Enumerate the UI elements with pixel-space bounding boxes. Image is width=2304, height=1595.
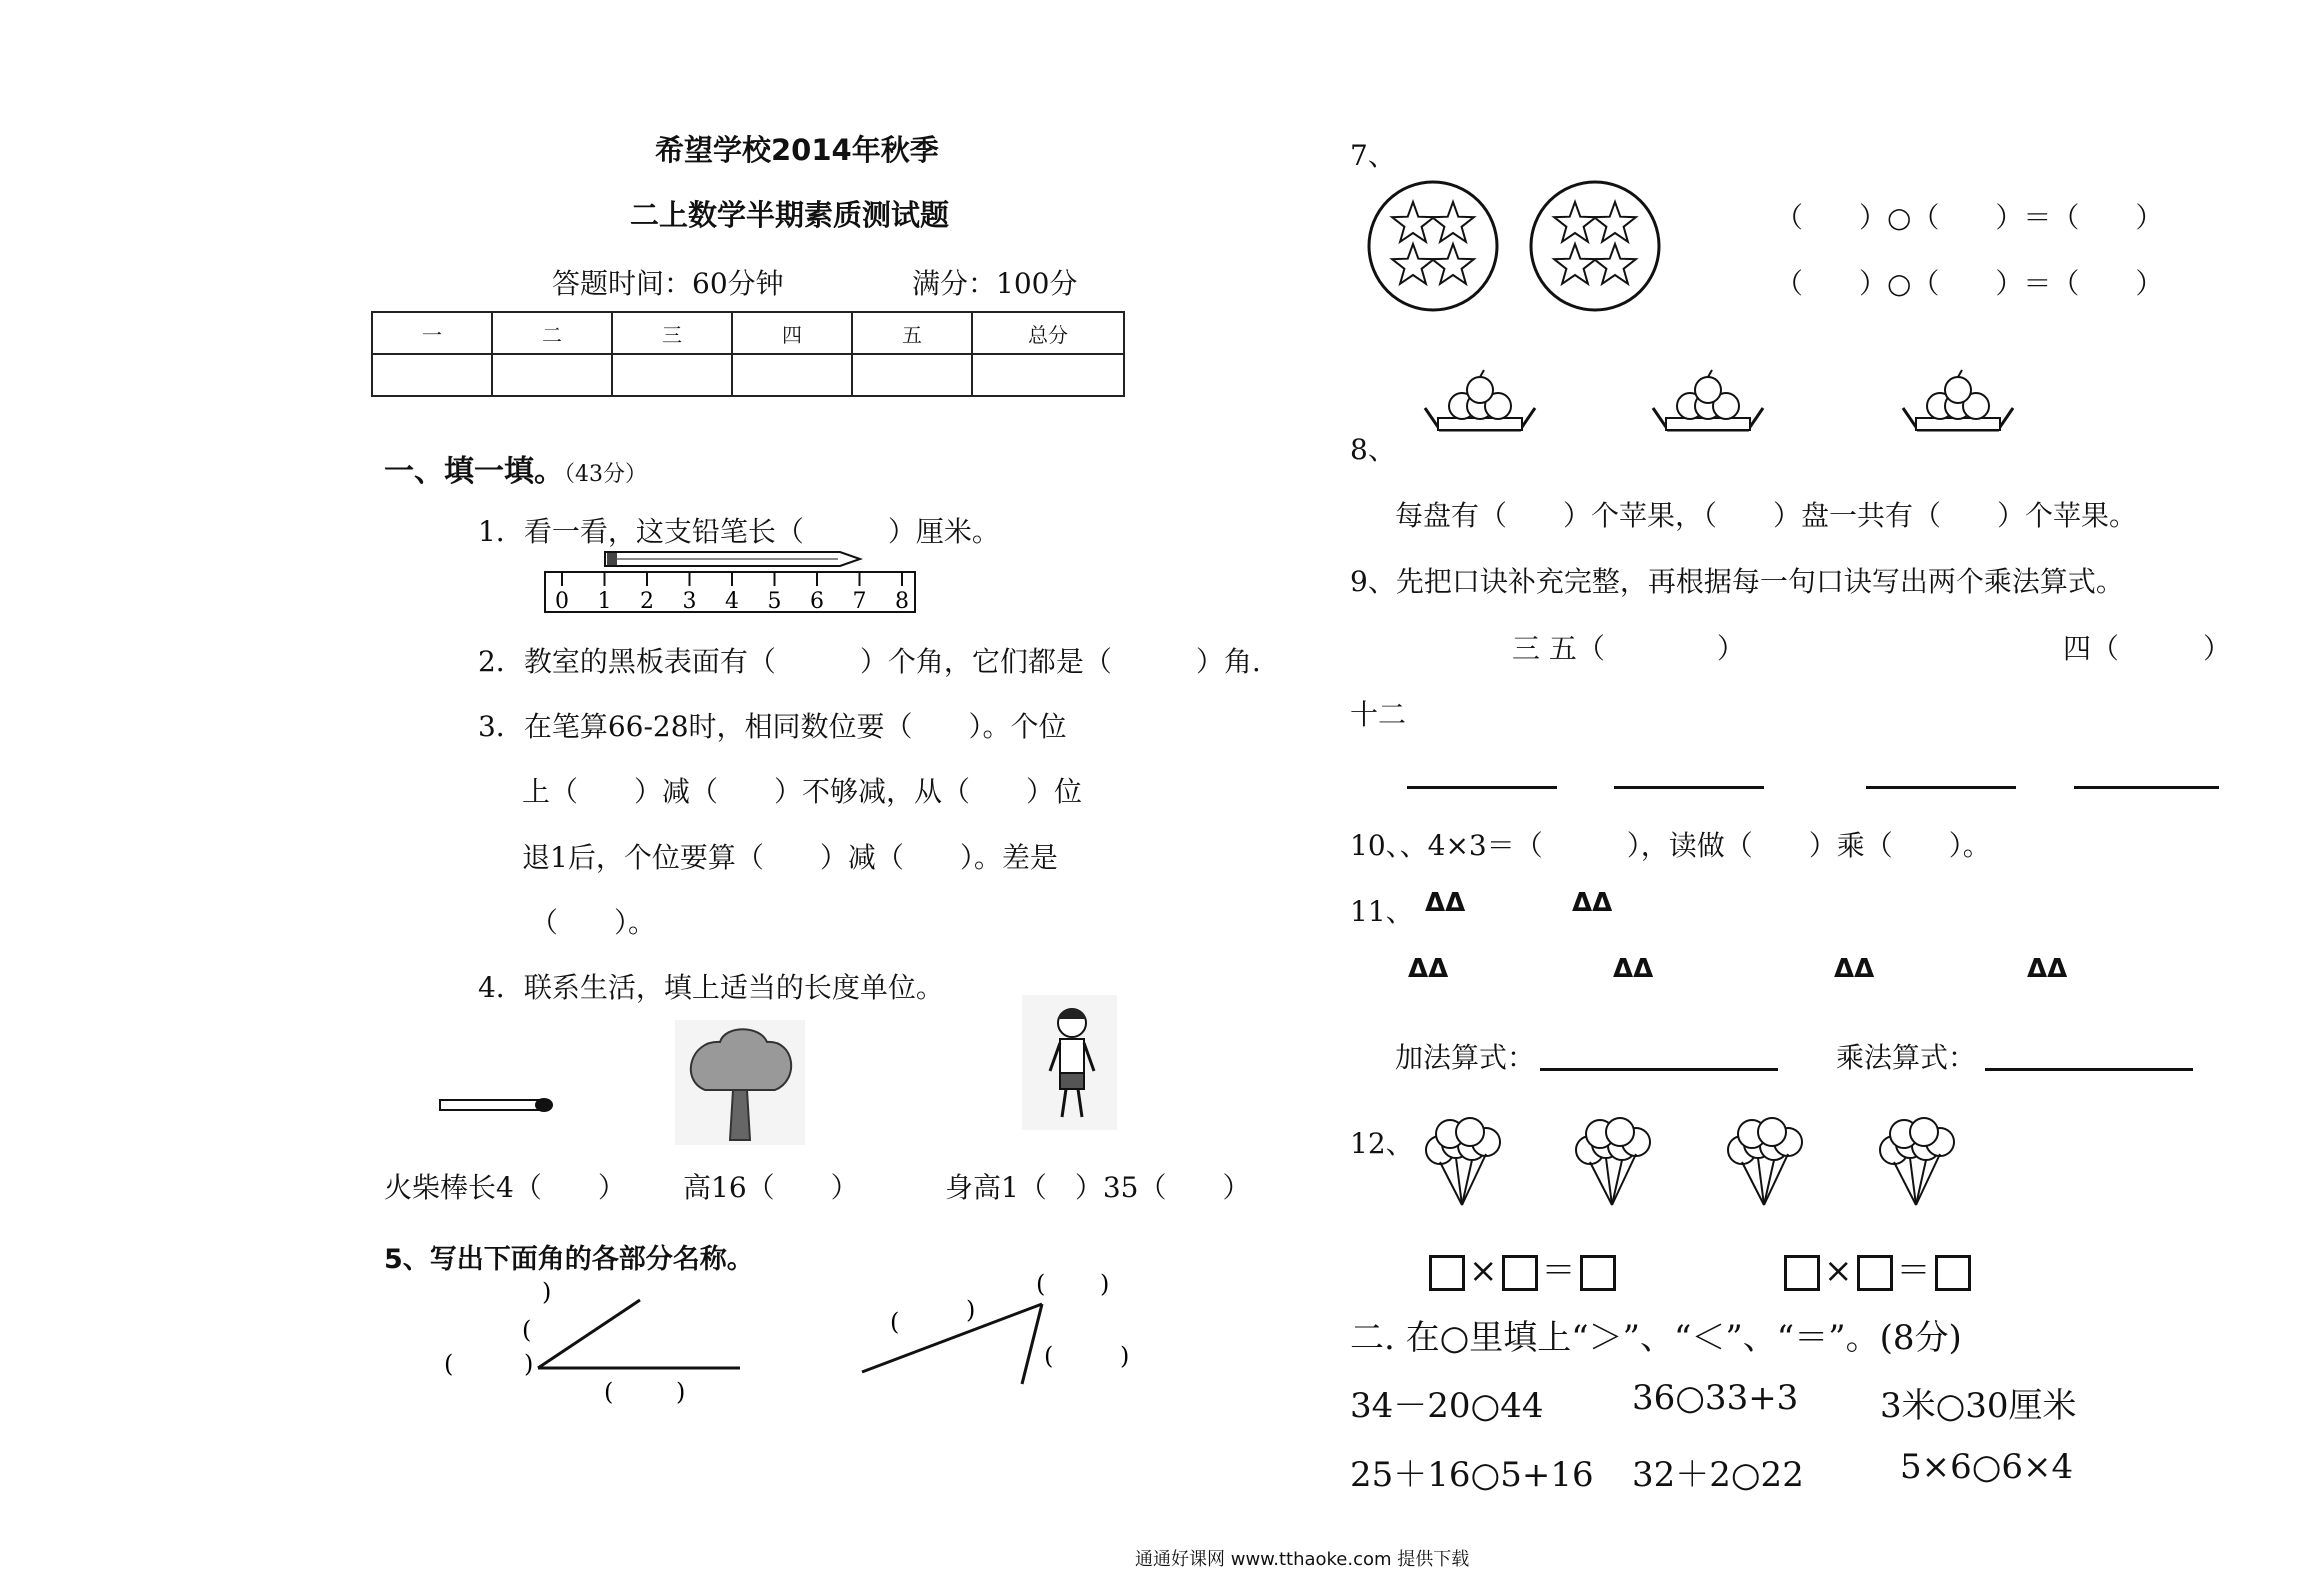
question-3-line-3: 退1后，个位要算（ ）减（ ）。差是 [522,841,1058,874]
apple-plate-icon [1653,370,1763,430]
compare-item: 34－20○44 [1350,1386,1544,1426]
angle-figures [430,1270,1150,1410]
ruler-tick-label: 7 [852,589,867,614]
triangle-pair-icon: ΔΔ [1613,954,1654,984]
svg-text:(: ( [1036,1270,1046,1298]
ruler-tick-label: 5 [767,589,782,614]
section-1-points: （43分） [564,462,647,487]
apple-plate-icon [1425,370,1535,430]
svg-text:): ) [676,1378,686,1406]
footer: 通通好课网 www.tthaoke.com 提供下载 [1135,1549,1470,1570]
score-cell [852,354,972,396]
triangle-pair-icon: ΔΔ [1834,954,1875,984]
score-header: 四 [732,312,852,354]
question-12: 12、 [1350,1127,1414,1160]
triangle-pair-icon: ΔΔ [1425,888,1466,918]
section-1-title: 一、填一填。 [384,454,564,489]
question-2: 2．教室的黑板表面有（ ）个角，它们都是（ ）角. [478,645,1261,678]
matchstick-question: 火柴棒长4（ ） [384,1171,626,1204]
balloons-figure [1420,1110,1980,1210]
svg-text:): ) [542,1278,552,1306]
question-8-text: 每盘有（ ）个苹果，（ ）盘一共有（ ）个苹果。 [1395,499,2138,532]
score-cell [732,354,852,396]
ruler-tick-label: 3 [682,589,697,614]
compare-item: 3米○30厘米 [1880,1386,2077,1426]
question-7-equation-2: （ ）○（ ）＝（ ） [1775,267,2164,300]
score-cell [492,354,612,396]
score-table [371,311,1125,397]
angle-1-icon [444,1278,740,1406]
multiplication-boxes-2: × ＝ [1780,1243,1975,1292]
svg-text:): ) [966,1296,976,1324]
circle-stars-icon [1531,182,1659,310]
score-header: 一 [372,312,492,354]
question-9-b: 四（ ） [2063,632,2232,665]
answer-box[interactable] [1429,1255,1465,1291]
svg-text:(: ( [890,1308,900,1336]
circle-stars-icon [1369,182,1497,310]
ruler-tick-label: 0 [555,589,569,614]
answer-box[interactable] [1935,1255,1971,1291]
question-11: 11、 [1350,895,1414,928]
answer-line [1866,786,2016,789]
angle-2-icon [862,1270,1129,1384]
section-2-title: 二. 在○里填上“＞”、“＜”、“＝”。(8分) [1350,1318,1962,1358]
pencil-ruler-figure [540,548,920,623]
answer-box[interactable] [1580,1255,1616,1291]
compare-item: 36○33+3 [1632,1378,1799,1418]
multiplication-answer-line [1985,1068,2193,1071]
exam-title: 二上数学半期素质测试题 [630,198,950,232]
apple-plates-figure [1420,368,2020,448]
compare-item: 5×6○6×4 [1900,1447,2074,1487]
answer-line [1407,786,1557,789]
score-header: 三 [612,312,732,354]
apple-plate-icon [1903,370,2013,430]
answer-box[interactable] [1857,1255,1893,1291]
score-cell [972,354,1124,396]
balloon-bunch-icon [1728,1118,1802,1205]
tree-icon [675,1020,805,1145]
svg-text:): ) [1100,1270,1110,1298]
section-1-heading [384,446,647,490]
svg-text:(: ( [522,1316,532,1344]
multiplication-label: 乘法算式： [1836,1041,1977,1074]
balloon-bunch-icon [1576,1118,1650,1205]
score-header: 五 [852,312,972,354]
score-cell [612,354,732,396]
svg-text:): ) [1120,1342,1130,1370]
svg-text:(: ( [444,1350,454,1378]
question-7-equation-1: （ ）○（ ）＝（ ） [1775,201,2164,234]
boy-icon [1022,995,1117,1130]
answer-box[interactable] [1502,1255,1538,1291]
compare-item: 32＋2○22 [1632,1455,1804,1495]
question-4: 4．联系生活，填上适当的长度单位。 [478,971,944,1004]
question-3-line-2: 上（ ）减（ ）不够减，从（ ）位 [522,775,1083,808]
answer-line [2074,786,2219,789]
addition-label: 加法算式： [1395,1041,1536,1074]
question-3-line-4: （ ）。 [530,906,657,939]
addition-answer-line [1540,1068,1778,1071]
triangle-pair-icon: ΔΔ [2027,954,2068,984]
full-score: 满分：100分 [912,267,1078,300]
score-cell [372,354,492,396]
tree-question: 高16（ ） [683,1171,859,1204]
answer-box[interactable] [1784,1255,1820,1291]
ruler-tick-label: 6 [810,589,824,614]
compare-item: 25＋16○5+16 [1350,1455,1594,1495]
question-8: 8、 [1350,433,1396,466]
multiplication-boxes-1: × ＝ [1425,1243,1620,1292]
triangle-pair-icon: ΔΔ [1572,888,1613,918]
score-header: 二 [492,312,612,354]
svg-text:): ) [524,1350,534,1378]
score-header: 总分 [972,312,1124,354]
height-question: 身高1（ ）35（ ） [945,1171,1251,1204]
question-5: 5、写出下面角的各部分名称。 [384,1244,754,1275]
exam-time: 答题时间：60分钟 [552,267,784,300]
question-3-line-1: 3．在笔算66-28时，相同数位要（ ）。个位 [478,710,1067,743]
school-title: 希望学校2014年秋季 [655,133,939,167]
star-circles-figure [1365,178,1665,318]
ruler-tick-label: 8 [895,589,909,614]
question-7: 7、 [1350,139,1396,172]
triangle-pair-icon: ΔΔ [1408,954,1449,984]
question-9-c: 十二 [1350,698,1407,731]
question-1: 1．看一看，这支铅笔长（ ）厘米。 [478,515,1000,548]
question-10: 10、、4×3＝（ ），读做（ ）乘（ ）。 [1350,829,1991,862]
question-9: 9、先把口诀补充完整，再根据每一句口诀写出两个乘法算式。 [1350,565,2124,598]
svg-text:(: ( [604,1378,614,1406]
svg-text:(: ( [1044,1342,1054,1370]
balloon-bunch-icon [1426,1118,1500,1205]
balloon-bunch-icon [1880,1118,1954,1205]
ruler-tick-label: 4 [725,589,739,614]
answer-line [1614,786,1764,789]
question-9-a: 三 五（ ） [1512,632,1745,665]
ruler-tick-label: 1 [597,589,612,614]
matchstick-icon [438,1096,558,1116]
ruler-tick-label: 2 [640,589,654,614]
